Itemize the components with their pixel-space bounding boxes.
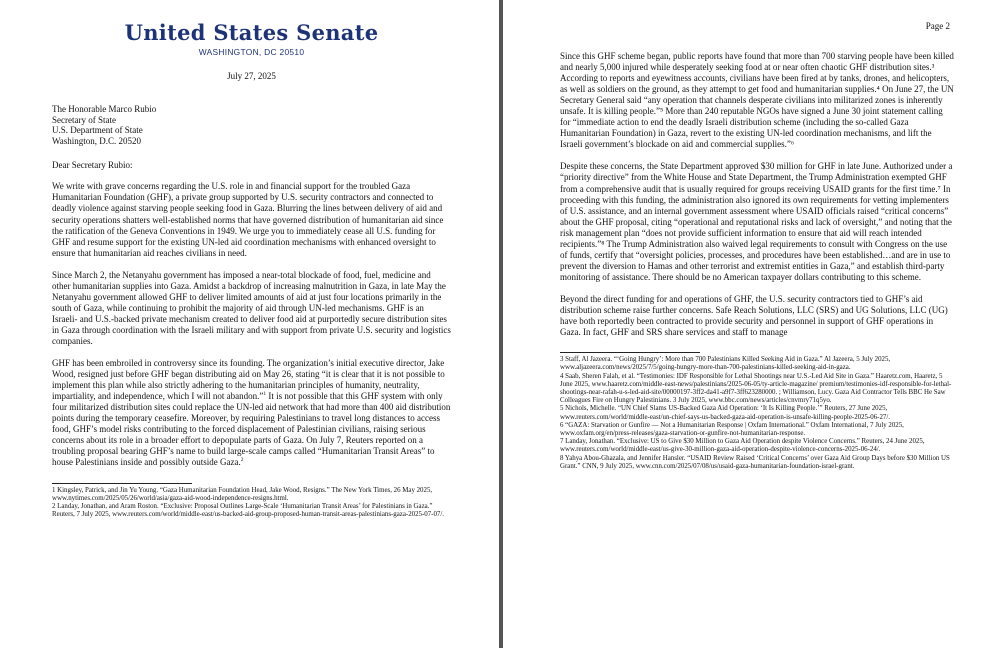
body-paragraph [52,358,451,468]
recipient-line: Secretary of State [52,114,116,125]
letter-date: July 27, 2025 [227,71,276,81]
letterhead-location: WASHINGTON, DC 20510 [198,47,305,57]
footnote: 6 “GAZA: Starvation or Gunfire — Not a Humanitarian Response | Oxfam International.” Oxfam International, 7 July 2025, www.oxfam.org/en/press-releases/gaza-starvation-or-gunfire-not-humanitarian-response. [560,421,904,437]
body-paragraph: Since this GHF scheme began, public reports have found that more than 700 starving people have been killed and nearly 5,000 injured while desperately seeking food at or near often chaotic GHF distribution sites.³ According to reports and eyewitness accounts, civilians have been fired at by tanks, drones, and helicopters, as well as soldiers on the ground, as they attempt to get food and humanitarian supplies.⁴ On June 27, the UN Secretary General said “any operation that channels desperate civilians into militarized zones is inherently unsafe. It is killing people.”⁵ More than 240 reputable NGOs have signed a June 30 joint statement calling for “immediate action to end the deadly Israeli distribution scheme (including the so-called Gaza Humanitarian Foundation) in Gaza, revert to the existing UN-led coordination mechanisms, and lift the Israeli government’s blockade on aid and commercial supplies.”⁶ [560,51,954,150]
salutation: Dear Secretary Rubio: [52,160,133,171]
footnotes [52,487,451,520]
recipient-line: U.S. Department of State [52,125,143,136]
footnote-ref: 2 [240,457,244,464]
footnote-divider [560,352,700,353]
footnote: 5 Nichols, Michelle. “UN Chief Slams US-Backed Gaza Aid Operation: ‘It Is Killing People.’” Reuters, 27 June 2025, www.reuters.com/world/middle-east/un-chief-says-us-backed-gaza-aid-operation-is-unsafe-killing-people-2025-06-27/. [560,405,890,421]
recipient-line: Washington, D.C. 20520 [52,135,142,146]
footnote: 2 Landay, Jonathan, and Aram Roston. “Exclusive: Proposal Outlines Large-Scale ‘Humanitarian Transit Areas’ for Palestinians in Gaza.” Reuters, 7 July 2025, www.reuters.com/world/middle-east/us-backed-aid-group-proposed-human-transit-areas-palestinians-gaza-2025-07-07/. [52,502,445,519]
footnotes [560,356,954,471]
footnote: 7 Landay, Jonathan. “Exclusive: US to Give $30 Million to Gaza Aid Operation despite Violence Concerns.” Reuters, 24 June 2025, www.reuters.com/world/middle-east/us-give-30-million-gaza-aid-operation-despite-violence-concerns-2025-06-24/. [560,438,925,454]
body-paragraph: Despite these concerns, the State Department approved $30 million for GHF in late June. Authorized under a “priority directive” from the White House and State Department, the Trump Administration exempted GHF from a comprehensive audit that is usually required for groups receiving USAID grants for the first time.⁷ In proceeding with this funding, the administration also ignored its own requirements for vetting implementers of U.S. assistance, and an internal government assessment where USAID officials raised “critical concerns” about the GHF proposal, citing “operational and reputational risks and lack of oversight,” and noting that the risk management plan “does not provide sufficient information to ensure that aid will reach intended recipients.”⁸ The Trump Administration also waived legal requirements to consult with Congress on the use of funds, certify that “oversight policies, processes, and procedures have been established…and are in use to prevent the diversion to Hamas and other terrorist and extremist entities in Gaza,” and establish third-party monitoring of assistance. There should be no American taxpayer dollars contributing to this scheme. [560,161,953,282]
footnote-divider [52,483,192,484]
body-paragraph: Since March 2, the Netanyahu government has imposed a near-total blockade of food, fuel, medicine and other humanitarian supplies into Gaza. Amidst a backdrop of increasing malnutrition in Gaza, in late May the Netanyahu government allowed GHF to deliver limited amounts of aid at just four locations primarily in the south of Gaza, while continuing to prohibit the majority of aid through UN-led mechanisms. GHF is an Israeli- and U.S.-backed private mechanism created to deliver food aid at purportedly secure distribution sites in Gaza through coordination with the Israeli military and with support from private U.S. security and logistics companies. [52,269,451,346]
letter-page-1 [0,0,499,648]
footnote: 1 Kingsley, Patrick, and Jin Yu Young. “Gaza Humanitarian Foundation Head, Jake Wood, Resigns.” The New York Times, 26 May 2025, www.nytimes.com/2025/05/26/world/asia/gaza-aid-wood-independence-resigns.html. [52,486,433,502]
body-paragraph: We write with grave concerns regarding the U.S. role in and financial support for the troubled Gaza Humanitarian Foundation (GHF), a private group supported by U.S. security contractors and connected to deadly violence against starving people seeking food in Gaza. Blurring the lines between delivery of aid and security operations shatters well-established norms that have governed distribution of humanitarian aid since the ratification of the Geneva Conventions in 1949. We urge you to immediately cease all U.S. funding for GHF and resume support for the existing UN-led aid coordination mechanisms with enhanced oversight to ensure that humanitarian aid reaches civilians in need. [52,181,444,258]
paragraph-text: It is not possible that this GHF system with only four militarized distribution sites could replace the UN-led aid network that had more than 400 aid distribution points during the temporary ceasefire. Moreover, by requiring Palestinians to travel long distances to access food, GHF’s model risks contributing to the forced displacement of Palestinian civilians, raising serious concerns about its role in a broader effort to depopulate parts of Gaza. On July 7, Reuters reported on a troubling proposal bearing GHF’s name to build large-scale camps called “Humanitarian Transit Areas” to house Palestinians inside and possibly outside Gaza. [52,391,451,468]
footnote: 4 Saab, Sheren Falah, et al. “Testimonies: IDF Responsible for Lethal Shootings near U.S.-Led Aid Site in Gaza.” Haaretz.com, Haaretz, 5 June 2025, www.haaretz.com/middle-east-news/palestinians/2025-06-05/ty-article-magazine/ premium/testimonies-idf-responsible-for-lethal-shootings-near-rafah-u-s-led-aid-site/00000197-3ff2-da41-a9f7-3ff623280000. ; Williamson, Lucy. Gaza Aid Contractor Tells BBC He Saw Colleagues Fire on Hungry Palestinians. 3 July 2025, www.bbc.com/news/articles/cnvmry71q5yo. [560,372,952,405]
footnote-ref: 1 [263,391,267,398]
body-paragraph: Beyond the direct funding for and operations of GHF, the U.S. security contractors tied to GHF’s aid distribution scheme raise further concerns. Safe Reach Solutions, LLC (SRS) and UG Solutions, LLC (UG) have both reportedly been contracted to provide security and personnel in support of GHF operations in Gaza. In fact, GHF and SRS share services and staff to manage [560,293,948,338]
footnote: 3 Staff, Al Jazeera. “‘Going Hungry’: More than 700 Palestinians Killed Seeking Aid in Gaza.” Al Jazeera, 5 July 2025, www.aljazeera.com/news/2025/7/5/going-hungry-more-than-700-palestinians-killed-seeking-aid-in-gaza. [560,356,891,372]
letter-page-2 [503,0,1000,648]
recipient-line: The Honorable Marco Rubio [52,104,157,114]
footnote: 8 Yahya Abou-Ghazala, and Jennifer Hansler. “USAID Review Raised ‘Critical Concerns’ over Gaza Aid Group Days before $30 Million US Grant.” CNN, 9 July 2025, www.cnn.com/2025/07/08/us/usaid-gaza-humanitarian-foundation-israel-grant. [560,454,950,470]
paragraph-text: GHF has been embroiled in controversy since its founding. The organization’s initial executive director, Jake Wood, resigned just before GHF began distributing aid on May 26, stating “it is clear that it is not possible to implement this plan while also strictly adhering to the humanitarian principles of humanity, neutrality, impartiality, and independence, which I will not abandon.” [52,358,445,402]
letterhead-title: United States Senate [124,20,379,45]
recipient-address [52,104,451,146]
page-number: Page 2 [925,21,950,31]
